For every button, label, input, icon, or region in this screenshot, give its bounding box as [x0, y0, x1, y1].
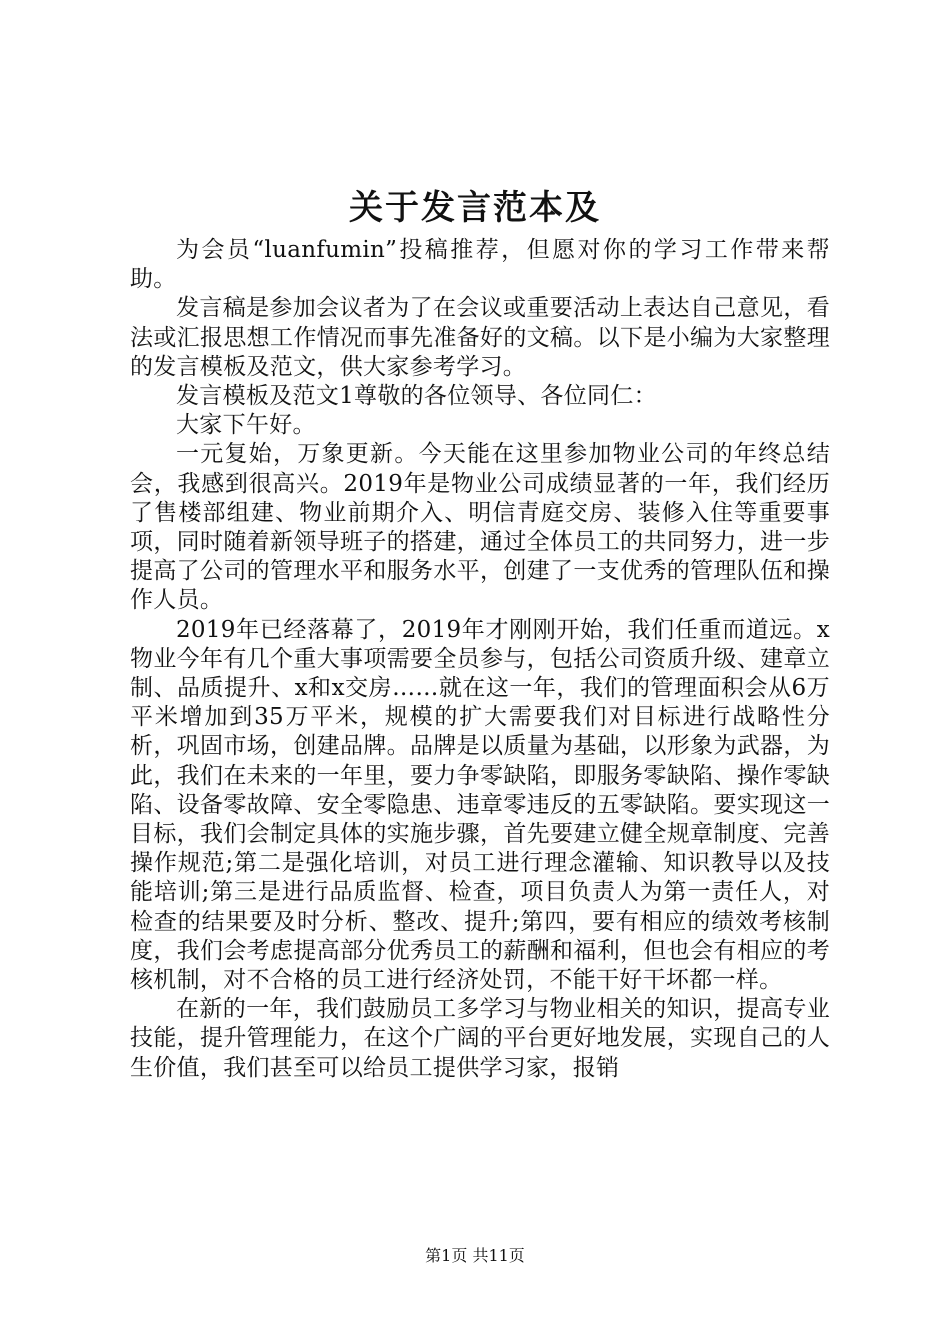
paragraph-intro: 为会员“luanfumin”投稿推荐，但愿对你的学习工作带来帮助。: [130, 237, 830, 293]
paragraph-salutation: 发言模板及范文1尊敬的各位领导、各位同仁：: [176, 383, 657, 410]
paragraph-new-year: 在新的一年，我们鼓励员工多学习与物业相关的知识，提高专业技能，提升管理能力，在这个广阔的平台更好地发展，实现自己的人生价值，我们甚至可以给员工提供学习家，报销: [130, 996, 830, 1081]
paragraph-plan: 2019年已经落幕了，2019年才刚刚开始，我们任重而道远。x物业今年有几个重大事项需要全员参与，包括公司资质升级、建章立制、品质提升、x和x交房……就在这一年，我们的管理面积会从6万平米增加到35万平米，规模的扩大需要我们对目标进行战略性分析，巩固市场，创建品牌。品牌是以质量为基础，以形象为武器，为此，我们在未来的一年里，要力争零缺陷，即服务零缺陷、操作零缺陷、设备零故障、安全零隐患、违章零违反的五零缺陷。要实现这一目标，我们会制定具体的实施步骤，首先要建立健全规章制度、完善操作规范;第二是强化培训，对员工进行理念灌输、知识教导以及技能培训;第三是进行品质监督、检查，项目负责人为第一责任人，对检查的结果要及时分析、整改、提升;第四，要有相应的绩效考核制度，我们会考虑提高部分优秀员工的薪酬和福利，但也会有相应的考核机制，对不合格的员工进行经济处罚，不能干好干坏都一样。: [130, 616, 830, 994]
paragraph-definition: 发言稿是参加会议者为了在会议或重要活动上表达自己意见，看法或汇报思想工作情况而事先准备好的文稿。以下是小编为大家整理的发言模板及范文，供大家参考学习。: [130, 295, 830, 380]
page-footer: 第1页 共11页: [425, 1246, 525, 1265]
document-body: [130, 236, 830, 1083]
paragraph-greeting: 大家下午好。: [176, 412, 316, 439]
paragraph-review: 一元复始，万象更新。今天能在这里参加物业公司的年终总结会，我感到很高兴。2019年是物业公司成绩显著的一年，我们经历了售楼部组建、物业前期介入、明信青庭交房、装修入住等重要事项，同时随着新领导班子的搭建，通过全体员工的共同努力，进一步提高了公司的管理水平和服务水平，创建了一支优秀的管理队伍和操作人员。: [130, 441, 830, 614]
document-title: 关于发言范本及: [349, 188, 601, 228]
